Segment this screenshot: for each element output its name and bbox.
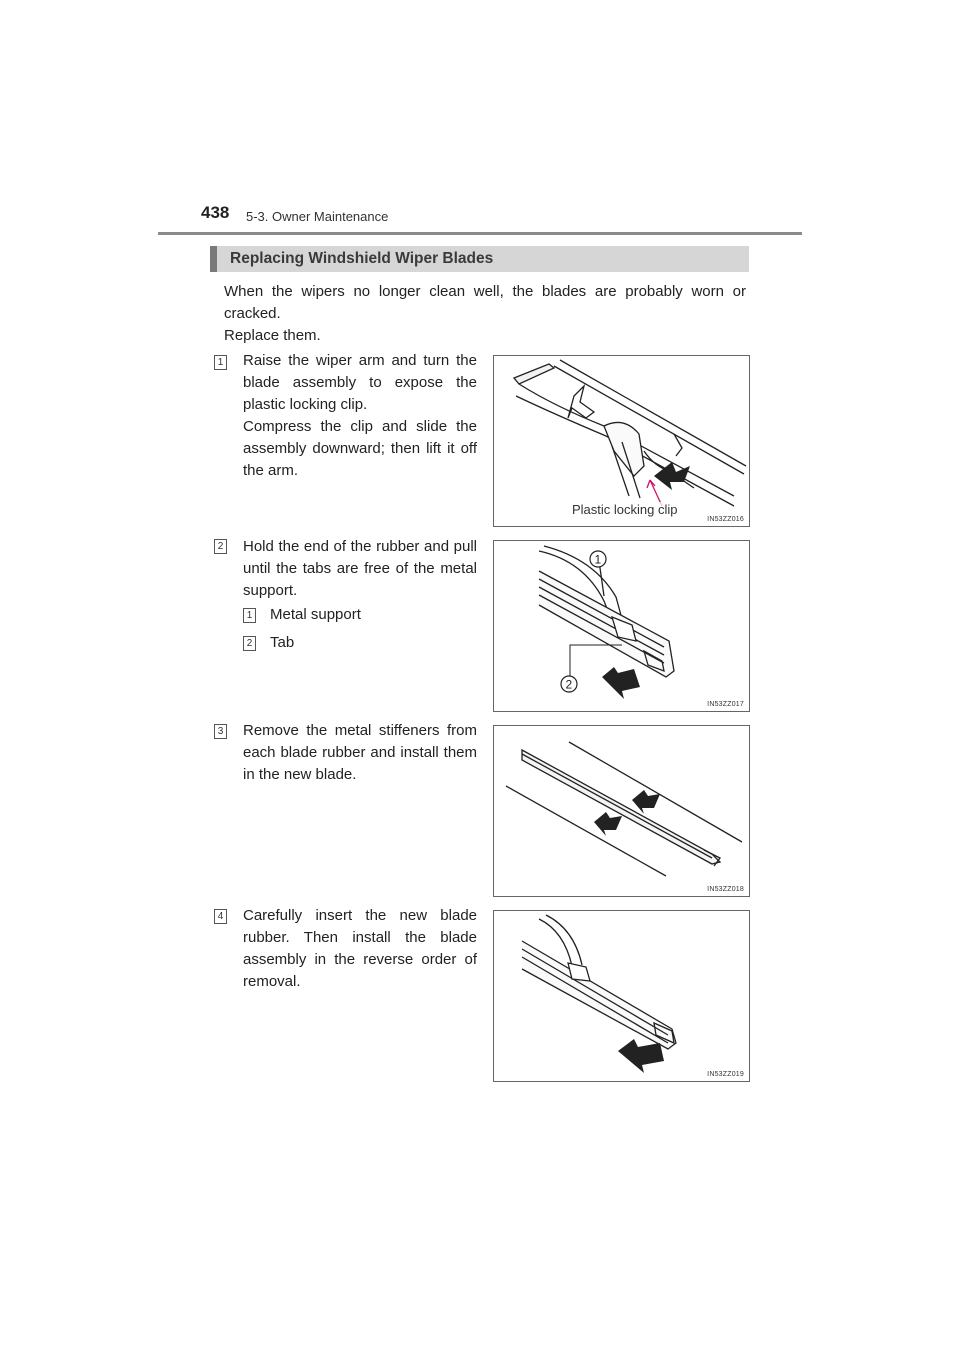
stiffeners-illustration bbox=[494, 726, 750, 897]
step-1-text bbox=[243, 350, 477, 482]
figure-code-4: IN53ZZ019 bbox=[707, 1071, 744, 1078]
step-1-badge: 1 bbox=[214, 355, 227, 370]
page-number: 438 bbox=[201, 203, 230, 222]
figure-step-2 bbox=[493, 540, 750, 712]
page-header bbox=[0, 0, 960, 240]
step-2-text bbox=[243, 536, 477, 602]
figure-code-2: IN53ZZ017 bbox=[707, 701, 744, 708]
install-blade-illustration bbox=[494, 911, 750, 1082]
callout-label: Metal support bbox=[270, 606, 361, 623]
step-3-line-1: Remove the metal stiffeners from each blade rubber and install them in the new blade. bbox=[243, 722, 477, 783]
callout-tab bbox=[243, 634, 294, 651]
step-4-text bbox=[243, 905, 477, 993]
intro-line-1: When the wipers no longer clean well, the blades are probably worn or cracked. bbox=[224, 283, 746, 322]
intro-text bbox=[224, 281, 746, 347]
step-3-text bbox=[243, 720, 477, 786]
callout-number: 2 bbox=[243, 636, 256, 651]
step-4-badge: 4 bbox=[214, 909, 227, 924]
plastic-clip-label: Plastic locking clip bbox=[572, 502, 678, 517]
figure-step-1 bbox=[493, 355, 750, 527]
section-title: 5-3. Owner Maintenance bbox=[246, 209, 389, 224]
figure-code-1: IN53ZZ016 bbox=[707, 516, 744, 523]
rubber-tab-illustration bbox=[494, 541, 750, 712]
step-1-line-1: Raise the wiper arm and turn the blade assembly to expose the plastic locking clip. bbox=[243, 352, 477, 413]
banner-title: Replacing Windshield Wiper Blades bbox=[230, 250, 494, 267]
callout-number: 1 bbox=[243, 608, 256, 623]
callout-label: Tab bbox=[270, 634, 295, 651]
step-4-line-1: Carefully insert the new blade rubber. Then install the blade assembly in the reverse order of removal. bbox=[243, 907, 477, 990]
step-1-line-2: Compress the clip and slide the assembly downward; then lift it off the arm. bbox=[243, 418, 477, 479]
step-2-badge: 2 bbox=[214, 539, 227, 554]
step-2-line-1: Hold the end of the rubber and pull until the tabs are free of the metal support. bbox=[243, 538, 477, 599]
svg-text:2: 2 bbox=[565, 677, 573, 692]
step-3-badge: 3 bbox=[214, 724, 227, 739]
svg-text:1: 1 bbox=[594, 552, 602, 567]
header-divider bbox=[158, 232, 802, 235]
intro-line-2: Replace them. bbox=[224, 327, 321, 344]
figure-step-4 bbox=[493, 910, 750, 1082]
figure-step-3 bbox=[493, 725, 750, 897]
figure-code-3: IN53ZZ018 bbox=[707, 886, 744, 893]
callout-metal-support bbox=[243, 606, 361, 623]
section-banner bbox=[210, 246, 749, 272]
